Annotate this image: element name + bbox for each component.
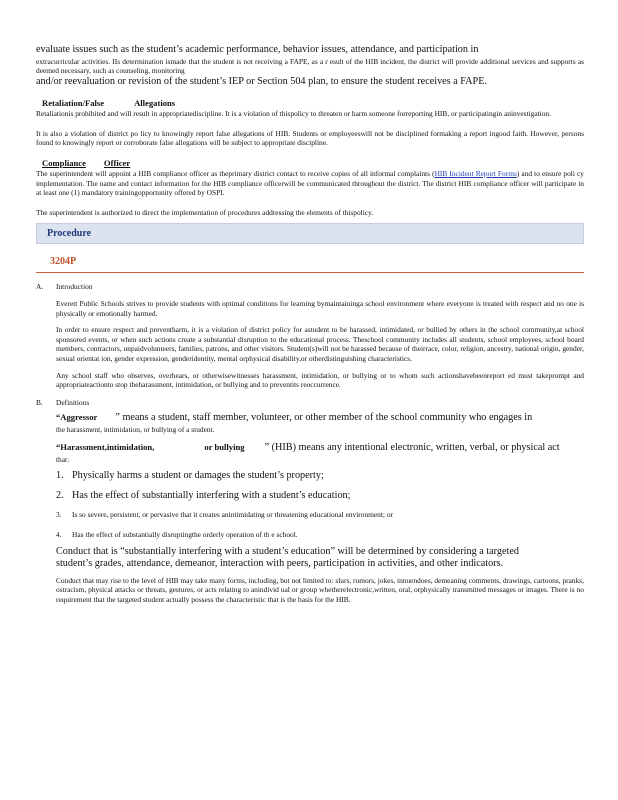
definition-item-2 bbox=[56, 490, 584, 503]
retaliation-heading-b: Allegations bbox=[134, 98, 176, 109]
compliance-paragraph-2: The superintendent is authorized to direct the implementation of procedures addressing the elements of thispolicy. bbox=[36, 207, 374, 217]
policy-document bbox=[36, 44, 584, 604]
procedure-code: 3204P bbox=[50, 256, 77, 268]
conduct-line-a: Conduct that is “substantially interfering with a student’s education” will be determined by considering a targeted bbox=[56, 545, 519, 557]
compliance-heading-a: Compliance bbox=[42, 157, 86, 168]
intro-line-3: and/or reevaluation or revision of the student’s IEP or Section 504 plan, to ensure the student receives a FAPE. bbox=[36, 75, 487, 87]
definition-item-3-text: Is so severe, persistent, or pervasive that it creates anintimidating or threatening educational environment; or bbox=[72, 510, 393, 520]
section-a-title: Introduction bbox=[56, 282, 93, 292]
definition-item-3-number: 3. bbox=[56, 510, 62, 520]
compliance-heading bbox=[42, 158, 584, 169]
conduct-line-b: student’s grades, attendance, demeanor, interaction with peers, participation in activities, and other indicators. bbox=[56, 558, 504, 570]
definition-item-2-number: 2. bbox=[56, 489, 64, 501]
compliance-text-after-link: ) and to ensure poli cy implementation. The name and contact information for the HIB compliance officerwill be communicated throughout the district. The district HIB compliance officer will participate in at least one (1) mandatory trainingopportunity offered by OSPI. bbox=[36, 168, 584, 198]
section-a-paragraph-3: Any school staff who observes, overhears, or otherwisewitnesses harassment, intimidation, or bullying or to whom such actionshavebeenreport ed must takeprompt and appropriateactionto stop theharassment, intimidation, or bullying and to preventits reoccurrence. bbox=[56, 370, 584, 390]
retaliation-heading-a: Retaliation/False bbox=[42, 98, 105, 109]
definition-item-4-number: 4. bbox=[56, 530, 62, 540]
definitions-block bbox=[56, 411, 584, 464]
definition-item-1-text: Physically harms a student or damages the student’s property; bbox=[72, 470, 324, 482]
hib-term-a: “Harassment,intimidation, bbox=[56, 442, 155, 453]
compliance-text-before-link: The superintendent will appoint a HIB compliance officer as theprimary district contact to receive copies of all informal complaints ( bbox=[36, 168, 435, 178]
definition-item-1 bbox=[56, 470, 584, 483]
intro-line-1: evaluate issues such as the student’s academic performance, behavior issues, attendance, and participation in bbox=[36, 44, 479, 55]
definition-item-3 bbox=[56, 510, 584, 520]
procedure-title: Procedure bbox=[47, 228, 92, 240]
section-b-label: B. bbox=[36, 397, 43, 407]
definition-item-2-text: Has the effect of substantially interfering with a student’s education; bbox=[72, 489, 351, 501]
retaliation-paragraph-2: It is also a violation of district po licy to knowingly report false allegations of HIB. Students or employeeswill not be disciplined formaking a report ingood faith. However, persons found to knowingly report or corroborate false allegations will be subject to appropriate discipline. bbox=[36, 128, 584, 148]
definition-item-4-text: Has the effect of substantially disruptingthe orderly operation of th e school. bbox=[72, 530, 298, 540]
aggressor-definition-a: ” means a student, staff member, volunteer, or other member of the school community who engages in bbox=[115, 412, 533, 424]
section-a-paragraph-1: Everett Public Schools strives to provide students with optimal conditions for learning bymaintaininga school environment where everyone is treated with respect and no one is physically or emotionally harmed. bbox=[56, 298, 584, 318]
procedure-divider bbox=[36, 272, 584, 273]
retaliation-heading bbox=[42, 98, 584, 109]
section-b bbox=[36, 398, 584, 408]
conduct-block bbox=[56, 546, 584, 605]
hib-definition bbox=[56, 441, 584, 455]
section-a bbox=[36, 282, 584, 389]
hib-term-b: or bullying bbox=[204, 442, 245, 453]
hib-definition-b: that: bbox=[56, 454, 70, 464]
section-a-paragraph-2: In order to ensure respect and preventharm, it is a violation of district policy for astudent to be harassed, intimidated, or bullied by others in the school community,at school sponsored events, or when such actions create a substantial disruption to the educational process. Theschool community includes all students, school employees, school board members, contractors, unpaidvolunteers, families, patrons, and other visitors. Student(s)will not be harassed because of theirrace, color, religion, ancestry, national origin, gender, sexual orientat ion, gender expression, genderidentity, mental orphysical disability,or otherdistinguishing characteristics. bbox=[56, 325, 584, 363]
aggressor-definition-b: the harassment, intimidation, or bullying of a student. bbox=[56, 424, 215, 434]
aggressor-definition bbox=[56, 411, 584, 425]
definition-item-1-number: 1. bbox=[56, 470, 64, 482]
procedure-banner bbox=[36, 223, 584, 244]
compliance-heading-b: Officer bbox=[103, 157, 131, 168]
compliance-paragraph-1 bbox=[36, 169, 584, 198]
intro-line-2: extracurricular activities. IIs determination ismade that the student is not receiving a FAPE, as a r esult of the HIB incident, the district will provide additional services and supports as deemed necessary, such as counseling, monitoring bbox=[36, 56, 584, 76]
hib-incident-report-forms-link[interactable]: HIB Incident Report Forms bbox=[434, 168, 517, 178]
definition-item-4 bbox=[56, 530, 584, 540]
section-b-title: Definitions bbox=[56, 397, 90, 407]
hib-definition-a: ” (HIB) means any intentional electronic, written, verbal, or physical act bbox=[264, 442, 560, 454]
conduct-forms-paragraph: Conduct that may rise to the level of HIB may take many forms, including, but not limited to: slurs, rumors, jokes, innuendoes, demeaning comments, drawings, cartoons, pranks, ostracism, physical attacks or threats, gestures, or acts relating to anindivid ual or group whetherelectronic,written, oral, orphysically transmitted messages or images. There is no requirement that the targeted student actually possess the characteristic that is the basis for the HIB. bbox=[56, 575, 584, 604]
section-a-label: A. bbox=[36, 282, 44, 292]
aggressor-term: “Aggressor bbox=[56, 412, 98, 423]
retaliation-paragraph-1: Retaliationis prohibited and will result in appropriatediscipline. It is a violation of thispolicy to threaten or harm someone forreporting HIB, or participatingin aninvestigation. bbox=[36, 109, 551, 119]
